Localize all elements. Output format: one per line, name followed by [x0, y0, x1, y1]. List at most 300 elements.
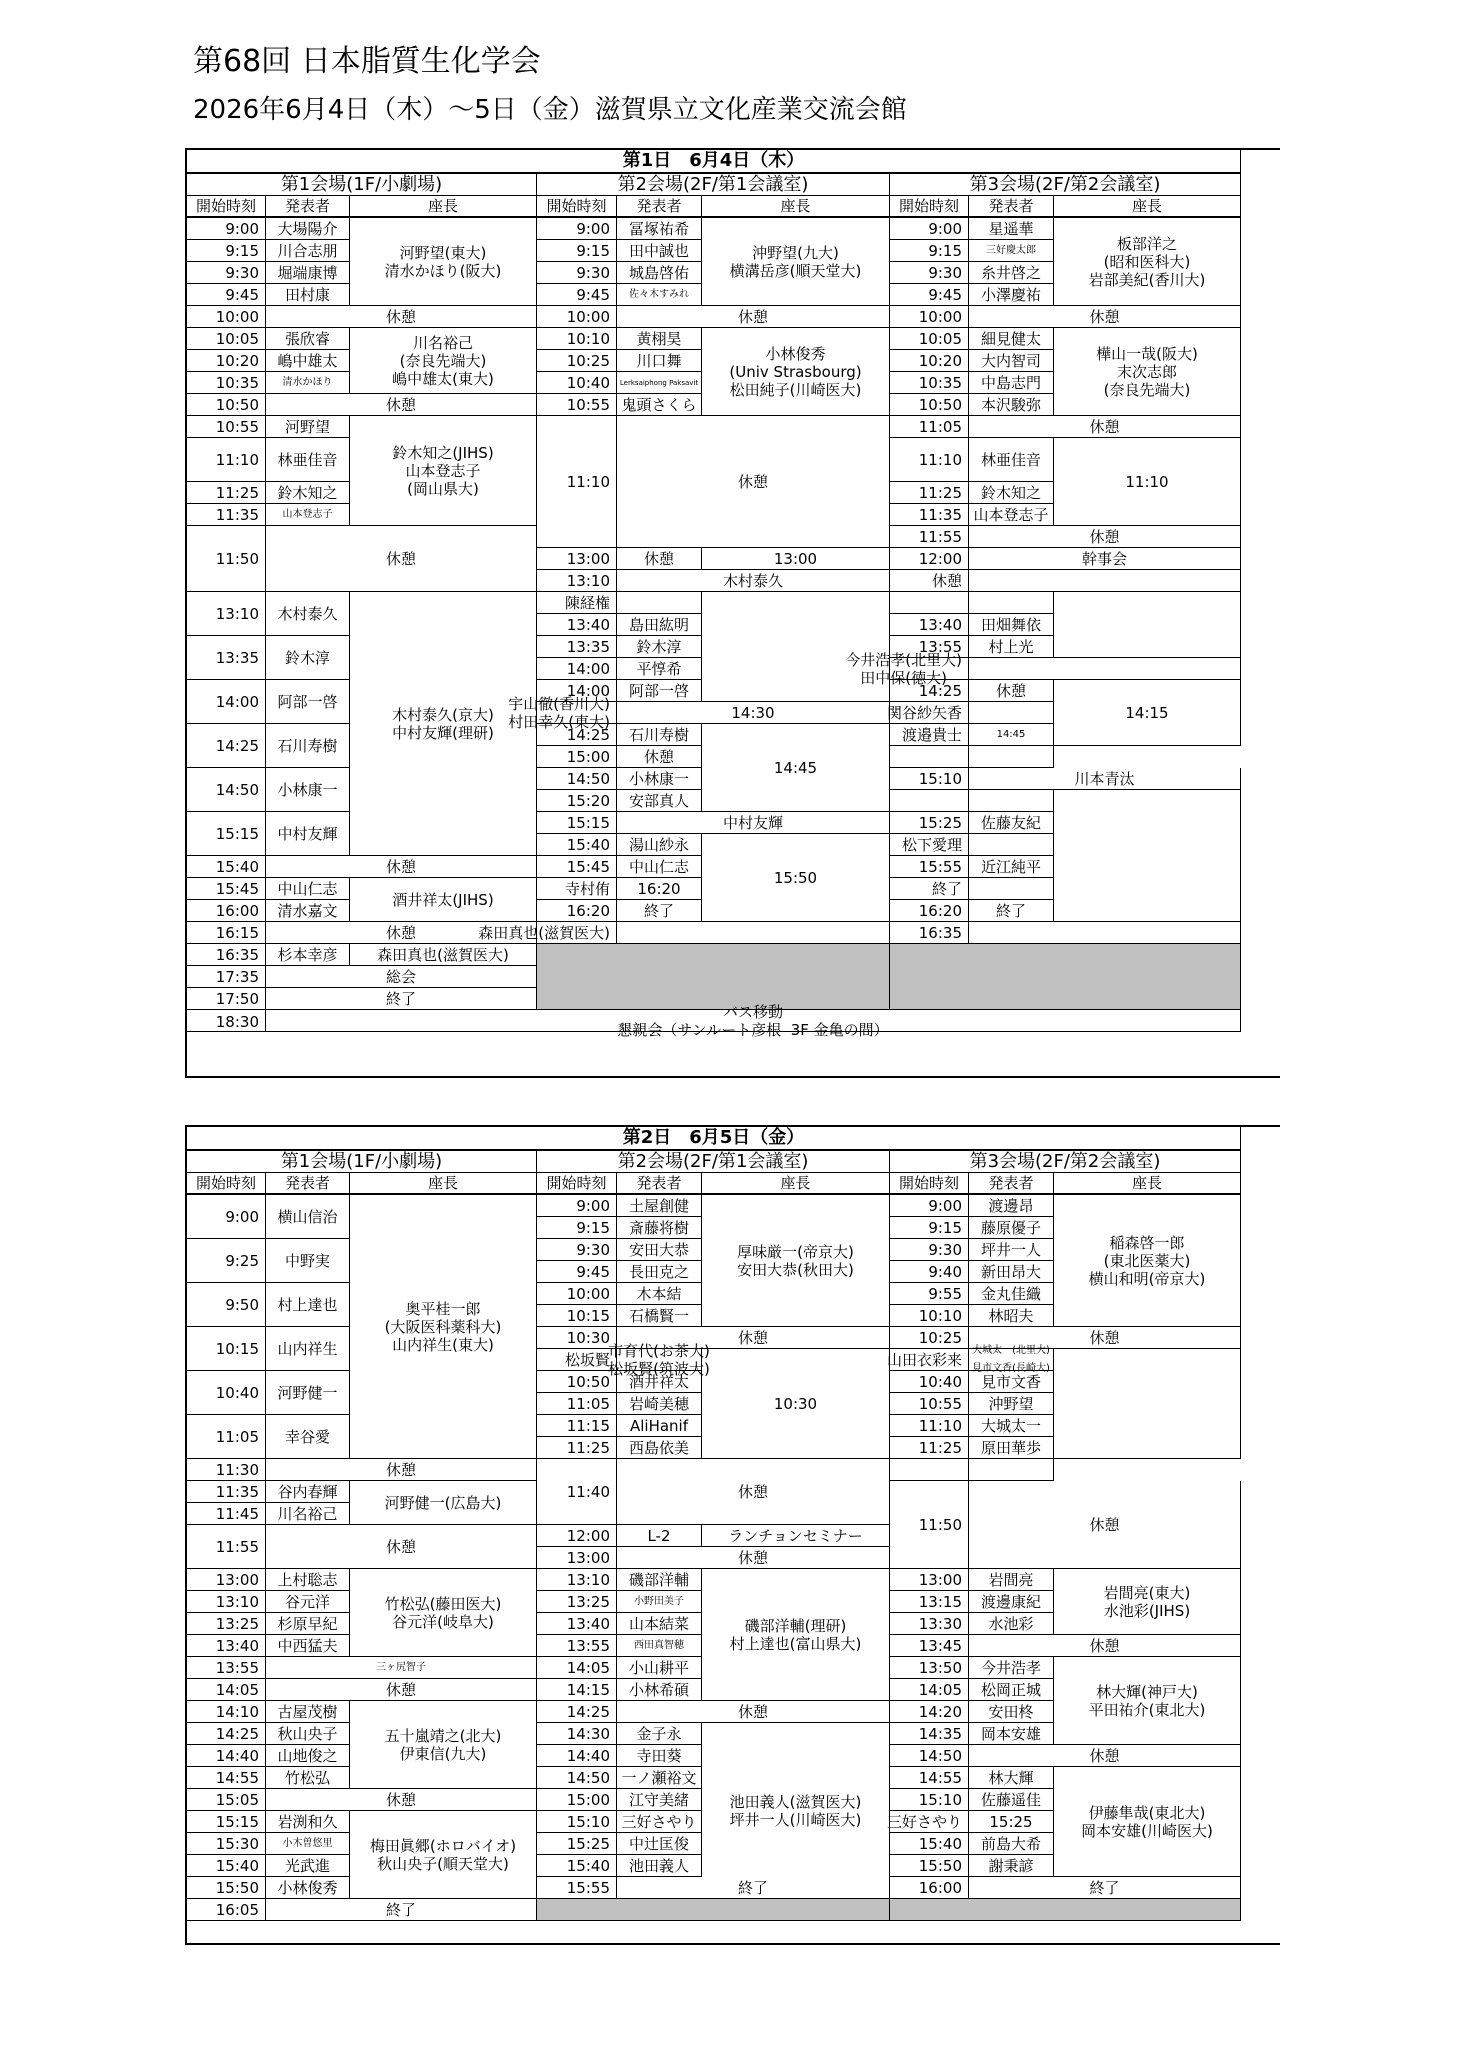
speaker-cell: 休憩: [969, 680, 1054, 702]
break-cell: 休憩: [969, 526, 1241, 548]
speaker-cell: [969, 702, 1054, 724]
time-cell: 11:05: [187, 1415, 266, 1459]
chair-cell: 河野健一(広島大): [350, 1481, 537, 1525]
empty-slot: [537, 944, 890, 1010]
speaker-cell: 秋山央子: [266, 1723, 350, 1745]
time-cell: 13:10: [187, 1591, 266, 1613]
time-cell: 9:15: [890, 240, 969, 262]
time-cell: 15:10: [537, 1811, 617, 1833]
time-cell: 13:55: [187, 1657, 266, 1679]
speaker-column-header: 発表者: [266, 1173, 350, 1195]
time-cell: 14:00: [187, 680, 266, 724]
chair-cell: 竹松弘(藤田医大) 谷元洋(岐阜大): [350, 1569, 537, 1657]
chair-column-header: 座長: [350, 1173, 537, 1195]
time-cell: 10:20: [187, 350, 266, 372]
time-cell: 16:20: [890, 900, 969, 922]
time-cell: 15:15: [187, 812, 266, 856]
chair-cell: [1054, 1349, 1241, 1459]
speaker-cell: 磯部洋輔: [617, 1569, 702, 1591]
speaker-cell: 川名裕己: [266, 1503, 350, 1525]
speaker-cell: 渡邊康紀: [969, 1591, 1054, 1613]
time-cell: 10:35: [890, 372, 969, 394]
break-cell: [969, 658, 1241, 680]
event-cell: 終了: [266, 988, 537, 1010]
chair-column-header: 座長: [350, 196, 537, 218]
speaker-cell: 江守美緒: [617, 1789, 702, 1811]
chair-cell: 木村泰久(京大) 中村友輝(理研): [350, 592, 537, 856]
speaker-cell: 鈴木淳: [266, 636, 350, 680]
day-header: 第1日 6月4日（木）: [187, 150, 1241, 174]
chair-cell: 池田義人(滋賀医大) 坪井一人(川崎医大): [702, 1723, 890, 1899]
time-cell: 13:45: [890, 1635, 969, 1657]
speaker-cell: 近江純平: [969, 856, 1054, 878]
event-cell: 幹事会: [969, 548, 1241, 570]
chair-cell: 磯部洋輔(理研) 村上達也(富山県大): [702, 1569, 890, 1701]
break-cell: 休憩: [266, 526, 537, 592]
time-cell: 15:55: [890, 856, 969, 878]
time-cell: 14:25: [537, 1701, 617, 1723]
chair-cell: 鈴木知之(JIHS) 山本登志子 (岡山県大): [350, 416, 537, 526]
speaker-cell: 山本登志子: [969, 504, 1054, 526]
time-cell: 15:05: [187, 1789, 266, 1811]
speaker-cell: 本沢駿弥: [969, 394, 1054, 416]
time-cell: 16:00: [187, 900, 266, 922]
speaker-cell: 沖野望: [969, 1393, 1054, 1415]
time-cell: 13:10: [537, 1569, 617, 1591]
speaker-cell: 前島大希: [969, 1833, 1054, 1855]
time-cell: 9:50: [187, 1283, 266, 1327]
time-cell: 15:55: [537, 1877, 617, 1899]
time-cell: 11:35: [890, 504, 969, 526]
chair-cell: 10:30: [702, 1349, 890, 1459]
time-cell: 15:15: [187, 1811, 266, 1833]
time-cell: 13:55: [537, 1635, 617, 1657]
chair-cell: 15:50: [702, 834, 890, 922]
time-cell: 14:35: [890, 1723, 969, 1745]
speaker-cell: 酒井祥太: [617, 1371, 702, 1393]
time-cell: 14:15: [537, 1679, 617, 1701]
break-cell: 川本青汰: [969, 768, 1241, 790]
time-cell: 13:00: [187, 1569, 266, 1591]
time-cell: 10:50: [537, 1371, 617, 1393]
time-cell: 9:00: [187, 218, 266, 240]
time-column-header: 開始時刻: [187, 196, 266, 218]
time-cell: 10:00: [537, 1283, 617, 1305]
time-cell: 11:40: [537, 1459, 617, 1525]
time-cell: 11:15: [537, 1415, 617, 1437]
time-cell: 16:35: [890, 922, 969, 944]
speaker-cell: 安部真人: [617, 790, 702, 812]
time-cell: 10:15: [537, 1305, 617, 1327]
speaker-cell: 西田真智穂: [617, 1635, 702, 1657]
break-cell: [969, 570, 1241, 592]
speaker-cell: 岩間亮: [969, 1569, 1054, 1591]
empty-slot: [890, 1899, 1241, 1921]
time-column-header: 開始時刻: [890, 1173, 969, 1195]
time-cell: 10:50: [187, 394, 266, 416]
speaker-column-header: 発表者: [969, 1173, 1054, 1195]
speaker-cell: 三ヶ尻智子: [266, 1657, 537, 1679]
time-cell: 森田真也(滋賀医大): [537, 922, 617, 944]
speaker-cell: 岡本安雄: [969, 1723, 1054, 1745]
time-cell: 15:25: [537, 1833, 617, 1855]
speaker-cell: 松岡正城: [969, 1679, 1054, 1701]
time-cell: 15:25: [890, 812, 969, 834]
speaker-cell: 上村聡志: [266, 1569, 350, 1591]
speaker-cell: 村上達也: [266, 1283, 350, 1327]
chair-cell: 岩間亮(東大) 水池彩(JIHS): [1054, 1569, 1241, 1635]
time-cell: 14:05: [890, 1679, 969, 1701]
time-cell: 13:00: [537, 1547, 617, 1569]
speaker-cell: 山本登志子: [266, 504, 350, 526]
time-cell: 9:25: [187, 1239, 266, 1283]
time-cell: 13:40: [537, 1613, 617, 1635]
speaker-cell: 大城太一: [969, 1415, 1054, 1437]
speaker-cell: [969, 746, 1054, 768]
speaker-cell: 佐藤友紀: [969, 812, 1054, 834]
time-cell: 今井浩孝(北里大) 田中保(徳大): [890, 658, 969, 680]
venue-2-header: 第2会場(2F/第1会議室): [537, 174, 890, 196]
speaker-cell: 小林俊秀: [266, 1877, 350, 1899]
speaker-cell: 林亜佳音: [266, 438, 350, 482]
speaker-cell: 古屋茂樹: [266, 1701, 350, 1723]
speaker-cell: 新田昂大: [969, 1261, 1054, 1283]
time-cell: 11:25: [537, 1437, 617, 1459]
time-cell: 15:40: [187, 1855, 266, 1877]
time-cell: 松下愛理: [890, 834, 969, 856]
speaker-cell: 石川寿樹: [617, 724, 702, 746]
time-cell: 13:40: [537, 614, 617, 636]
time-cell: 10:00: [890, 306, 969, 328]
time-cell: 13:15: [890, 1591, 969, 1613]
break-cell: 休憩: [617, 1701, 890, 1723]
time-cell: 10:10: [890, 1305, 969, 1327]
time-cell: 13:50: [890, 1657, 969, 1679]
speaker-cell: 大城太一(北里大) 見市文香(長崎大): [969, 1349, 1054, 1371]
time-cell: 10:30: [537, 1327, 617, 1349]
break-cell: 休憩: [969, 1745, 1241, 1767]
time-cell: 11:30: [187, 1459, 266, 1481]
speaker-cell: 金丸佳織: [969, 1283, 1054, 1305]
chair-cell: 厚味厳一(帝京大) 安田大恭(秋田大): [702, 1195, 890, 1327]
time-cell: 9:30: [890, 1239, 969, 1261]
break-cell: 休憩: [266, 856, 537, 878]
time-cell: 14:25: [890, 680, 969, 702]
time-cell: 12:00: [537, 1525, 617, 1547]
speaker-cell: 寺田葵: [617, 1745, 702, 1767]
time-cell: 16:35: [187, 944, 266, 966]
time-cell: 15:15: [537, 812, 617, 834]
chair-cell: 樺山一哉(阪大) 末次志郎 (奈良先端大): [1054, 328, 1241, 416]
break-cell: 休憩: [266, 1525, 537, 1569]
venue-2-header: 第2会場(2F/第1会議室): [537, 1151, 890, 1173]
speaker-cell: 安田柊: [969, 1701, 1054, 1723]
speaker-cell: 14:45: [969, 724, 1054, 746]
time-cell: 13:55: [890, 636, 969, 658]
break-cell: 木村泰久: [617, 570, 890, 592]
time-cell: 14:25: [187, 724, 266, 768]
empty-slot: [890, 944, 1241, 1010]
time-cell: 9:45: [890, 284, 969, 306]
speaker-cell: 三好さやり: [617, 1811, 702, 1833]
break-cell: 休憩: [969, 1481, 1241, 1569]
time-cell: 13:25: [537, 1591, 617, 1613]
speaker-cell: 木村泰久: [266, 592, 350, 636]
time-cell: [890, 592, 969, 614]
speaker-cell: 池田義人: [617, 1855, 702, 1877]
time-cell: 14:50: [890, 1745, 969, 1767]
speaker-cell: 大内智司: [969, 350, 1054, 372]
time-cell: [890, 790, 969, 812]
time-cell: 15:50: [187, 1877, 266, 1899]
chair-cell: 沖野望(九大) 横溝岳彦(順天堂大): [702, 218, 890, 306]
time-cell: 16:20: [537, 900, 617, 922]
speaker-cell: 谷内春輝: [266, 1481, 350, 1503]
speaker-cell: 杉原早紀: [266, 1613, 350, 1635]
time-cell: 10:25: [890, 1327, 969, 1349]
speaker-cell: 黄栩昊: [617, 328, 702, 350]
break-cell: 休憩: [969, 1327, 1241, 1349]
time-cell: 11:45: [187, 1503, 266, 1525]
time-cell: 15:30: [187, 1833, 266, 1855]
speaker-cell: 小野田美子: [617, 1591, 702, 1613]
speaker-cell: 鈴木知之: [969, 482, 1054, 504]
speaker-cell: 谷元洋: [266, 1591, 350, 1613]
break-cell: 休憩: [969, 1635, 1241, 1657]
time-cell: 9:30: [890, 262, 969, 284]
venue-1-header: 第1会場(1F/小劇場): [187, 1151, 537, 1173]
time-cell: 15:40: [537, 1855, 617, 1877]
break-cell: 休憩: [266, 1459, 537, 1481]
event-cell: [617, 922, 890, 944]
time-cell: 10:40: [890, 1371, 969, 1393]
time-cell: 14:25: [187, 1723, 266, 1745]
event-cell: [969, 922, 1241, 944]
speaker-cell: [617, 592, 702, 614]
day-header: 第2日 6月5日（金）: [187, 1127, 1241, 1151]
speaker-cell: 藤原優子: [969, 1217, 1054, 1239]
speaker-cell: 安田大恭: [617, 1239, 702, 1261]
time-cell: 14:50: [537, 768, 617, 790]
speaker-cell: 三好慶太郎: [969, 240, 1054, 262]
speaker-cell: 田畑舞依: [969, 614, 1054, 636]
time-cell: 15:40: [187, 856, 266, 878]
speaker-cell: [969, 1459, 1054, 1481]
speaker-cell: 冨塚祐希: [617, 218, 702, 240]
break-cell: 休憩: [969, 306, 1241, 328]
chair-cell: 11:10: [1054, 438, 1241, 526]
chair-cell: 五十嵐靖之(北大) 伊東信(九大): [350, 1701, 537, 1789]
time-cell: 9:00: [537, 218, 617, 240]
speaker-cell: 鈴木淳: [617, 636, 702, 658]
time-cell: 11:10: [890, 1415, 969, 1437]
time-cell: 16:05: [187, 1899, 266, 1921]
speaker-cell: 石川寿樹: [266, 724, 350, 768]
break-cell: 休憩: [969, 416, 1241, 438]
speaker-cell: 大場陽介: [266, 218, 350, 240]
speaker-cell: 終了: [617, 900, 702, 922]
time-cell: 関谷紗矢香: [890, 702, 969, 724]
speaker-cell: 斎藤将樹: [617, 1217, 702, 1239]
speaker-cell: 清水嘉文: [266, 900, 350, 922]
speaker-cell: 杉本幸彦: [266, 944, 350, 966]
speaker-cell: 林昭夫: [969, 1305, 1054, 1327]
time-cell: 寺村侑: [537, 878, 617, 900]
time-cell: 13:30: [890, 1613, 969, 1635]
break-cell: 休憩: [266, 922, 537, 944]
speaker-cell: 林亜佳音: [969, 438, 1054, 482]
time-cell: 14:40: [537, 1745, 617, 1767]
time-cell: 休憩: [890, 570, 969, 592]
time-cell: 14:00: [537, 680, 617, 702]
time-cell: 15:45: [187, 878, 266, 900]
speaker-cell: 小澤慶祐: [969, 284, 1054, 306]
speaker-cell: 原田華歩: [969, 1437, 1054, 1459]
time-cell: 16:15: [187, 922, 266, 944]
time-cell: 山田衣彩来: [890, 1349, 969, 1371]
speaker-cell: 水池彩: [969, 1613, 1054, 1635]
speaker-cell: 糸井啓之: [969, 262, 1054, 284]
venue-1-header: 第1会場(1F/小劇場): [187, 174, 537, 196]
chair-cell: 小林俊秀 (Univ Strasbourg) 松田純子(川崎医大): [702, 328, 890, 416]
time-cell: 終了: [890, 878, 969, 900]
speaker-cell: 16:20: [617, 878, 702, 900]
chair-cell: 林大輝(神戸大) 平田祐介(東北大): [1054, 1657, 1241, 1745]
time-cell: 11:10: [187, 438, 266, 482]
time-cell: 10:05: [890, 328, 969, 350]
time-cell: 14:50: [537, 1767, 617, 1789]
time-cell: 11:35: [187, 1481, 266, 1503]
speaker-cell: 堀端康博: [266, 262, 350, 284]
speaker-cell: 長田克之: [617, 1261, 702, 1283]
chair-cell: 森田真也(滋賀医大): [350, 944, 537, 966]
speaker-cell: 金子永: [617, 1723, 702, 1745]
time-cell: 15:20: [537, 790, 617, 812]
time-cell: 10:10: [537, 328, 617, 350]
speaker-cell: 木本結: [617, 1283, 702, 1305]
speaker-cell: 小林康一: [617, 768, 702, 790]
time-cell: 宇山徹(香川大) 村田幸久(東大): [537, 702, 617, 724]
speaker-cell: 光武進: [266, 1855, 350, 1877]
time-cell: 12:00: [890, 548, 969, 570]
time-cell: 15:50: [890, 1855, 969, 1877]
time-column-header: 開始時刻: [187, 1173, 266, 1195]
day1-schedule-table: [185, 148, 1280, 1078]
speaker-cell: 星遥華: [969, 218, 1054, 240]
time-cell: 9:30: [537, 262, 617, 284]
speaker-cell: 山地俊之: [266, 1745, 350, 1767]
speaker-cell: 土屋創健: [617, 1195, 702, 1217]
time-cell: 9:45: [537, 284, 617, 306]
time-cell: 15:10: [890, 1789, 969, 1811]
time-cell: 14:05: [537, 1657, 617, 1679]
time-cell: 9:00: [187, 1195, 266, 1239]
time-cell: 10:15: [187, 1327, 266, 1371]
speaker-cell: 中島志門: [969, 372, 1054, 394]
time-cell: 9:00: [890, 218, 969, 240]
speaker-cell: 謝秉諺: [969, 1855, 1054, 1877]
time-cell: 13:35: [537, 636, 617, 658]
speaker-cell: 終了: [969, 900, 1054, 922]
chair-column-header: 座長: [1054, 1173, 1241, 1195]
time-cell: 11:05: [537, 1393, 617, 1415]
time-cell: 14:40: [187, 1745, 266, 1767]
time-cell: 14:50: [187, 768, 266, 812]
time-cell: 10:20: [890, 350, 969, 372]
time-column-header: 開始時刻: [537, 1173, 617, 1195]
time-cell: 10:35: [187, 372, 266, 394]
time-cell: 10:50: [890, 394, 969, 416]
time-cell: 10:40: [187, 1371, 266, 1415]
time-cell: 三好さやり: [890, 1811, 969, 1833]
speaker-cell: 坪井一人: [969, 1239, 1054, 1261]
time-cell: 11:50: [187, 526, 266, 592]
speaker-cell: 石橋賢一: [617, 1305, 702, 1327]
break-cell: 休憩: [266, 394, 537, 416]
time-column-header: 開始時刻: [890, 196, 969, 218]
speaker-cell: 田中誠也: [617, 240, 702, 262]
speaker-cell: 林大輝: [969, 1767, 1054, 1789]
event-cell: 総会: [266, 966, 537, 988]
time-column-header: 開始時刻: [537, 196, 617, 218]
speaker-cell: 張欣睿: [266, 328, 350, 350]
time-cell: 10:55: [890, 1393, 969, 1415]
reception-label: 懇親会（サンルート彦根 3F 金亀の間）: [617, 1020, 889, 1039]
speaker-cell: 阿部一啓: [617, 680, 702, 702]
venue-3-header: 第3会場(2F/第2会議室): [890, 1151, 1241, 1173]
time-cell: [890, 746, 969, 768]
time-cell: 11:35: [187, 504, 266, 526]
document-subtitle: 2026年6月4日（木）～5日（金）滋賀県立文化産業交流会館: [193, 95, 907, 125]
time-cell: 9:30: [537, 1239, 617, 1261]
speaker-cell: 河野望: [266, 416, 350, 438]
time-cell: 9:40: [890, 1261, 969, 1283]
speaker-cell: AliHanif: [617, 1415, 702, 1437]
speaker-cell: 西島依美: [617, 1437, 702, 1459]
speaker-cell: 中野実: [266, 1239, 350, 1283]
time-cell: 13:40: [890, 614, 969, 636]
speaker-cell: 小山耕平: [617, 1657, 702, 1679]
time-cell: 15:40: [537, 834, 617, 856]
speaker-cell: 中村友輝: [266, 812, 350, 856]
break-cell: 休憩: [617, 1459, 890, 1525]
speaker-cell: 見市文香: [969, 1371, 1054, 1393]
speaker-cell: 今井浩孝: [969, 1657, 1054, 1679]
speaker-cell: 小林希碩: [617, 1679, 702, 1701]
speaker-cell: 平惇希: [617, 658, 702, 680]
speaker-cell: 岩渕和久: [266, 1811, 350, 1833]
speaker-cell: 湯山紗永: [617, 834, 702, 856]
time-cell: 9:00: [890, 1195, 969, 1217]
time-cell: 10:40: [537, 372, 617, 394]
social-event-cell: [266, 1002, 1241, 1039]
chair-cell: 14:45: [702, 724, 890, 812]
speaker-cell: 渡邊昂: [969, 1195, 1054, 1217]
time-cell: 10:55: [187, 416, 266, 438]
break-cell: 中村友輝: [617, 812, 890, 834]
speaker-cell: 佐々木すみれ: [617, 284, 702, 306]
speaker-cell: 佐藤遥佳: [969, 1789, 1054, 1811]
break-cell: 休憩: [266, 306, 537, 328]
break-cell: 休憩: [617, 416, 890, 548]
speaker-cell: 中辻匡俊: [617, 1833, 702, 1855]
speaker-cell: 鈴木知之: [266, 482, 350, 504]
speaker-cell: 小林康一: [266, 768, 350, 812]
time-cell: 17:50: [187, 988, 266, 1010]
time-cell: 14:30: [537, 1723, 617, 1745]
time-cell: 11:55: [187, 1525, 266, 1569]
time-cell: 13:10: [537, 570, 617, 592]
